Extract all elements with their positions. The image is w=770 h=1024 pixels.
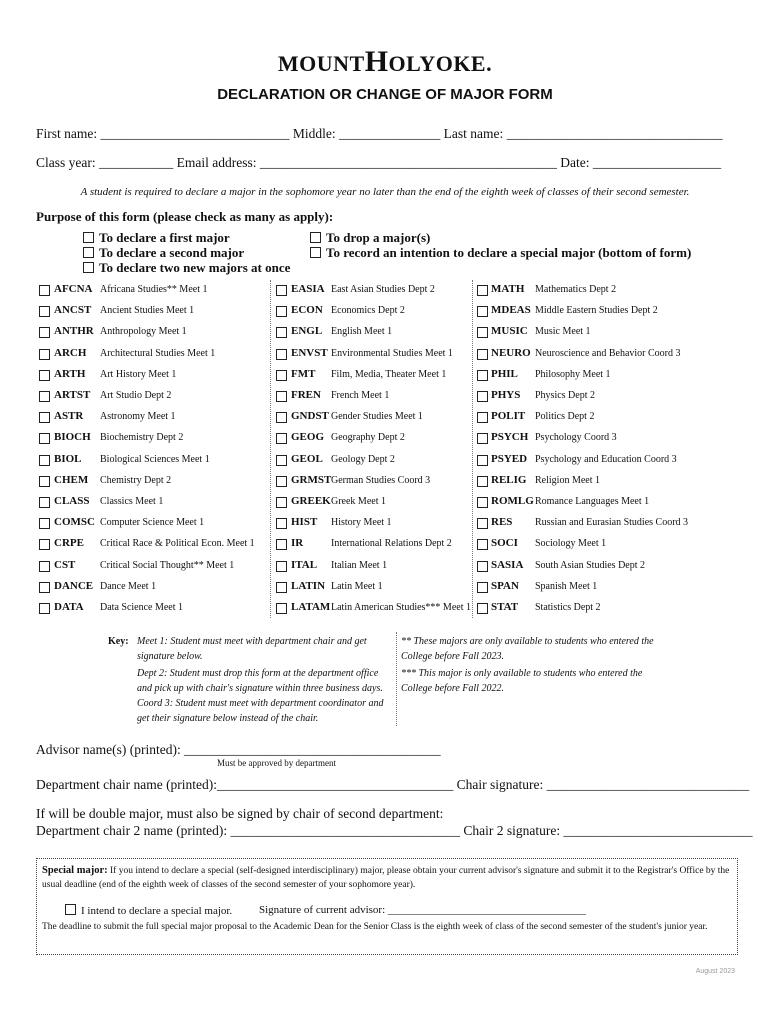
major-name: Critical Race & Political Econ. Meet 1 [100, 538, 255, 550]
major-row[interactable] [0, 346, 770, 366]
major-code: MDEAS [491, 304, 531, 317]
major-row[interactable] [0, 324, 770, 344]
major-code: GEOG [291, 431, 325, 444]
major-name: Spanish Meet 1 [535, 580, 598, 592]
key-label: Key: [108, 636, 129, 647]
major-name: Neuroscience and Behavior Coord 3 [535, 347, 681, 359]
advisor-signature-field[interactable]: Signature of current advisor: ____________________________________ [259, 904, 586, 916]
major-name: Biochemistry Dept 2 [100, 432, 184, 444]
checkbox[interactable] [477, 497, 488, 508]
major-row[interactable] [0, 558, 770, 578]
purpose-special-major[interactable]: To record an intention to declare a special major (bottom of form) [310, 245, 691, 261]
logo-text-mount: MOUNT [277, 51, 365, 76]
major-code: PSYED [491, 452, 528, 465]
purpose-drop-major[interactable]: To drop a major(s) [310, 230, 430, 246]
checkbox[interactable] [477, 349, 488, 360]
major-row[interactable] [0, 515, 770, 535]
major-name: Psychology and Education Coord 3 [535, 453, 677, 465]
name-fields[interactable]: First name: ____________________________ Middle: _______________ Last name: ________________________________ [36, 126, 723, 141]
purpose-first-major[interactable]: To declare a first major [83, 230, 230, 246]
major-code: ASTR [54, 410, 84, 423]
major-code: SOCI [491, 537, 518, 550]
major-row[interactable] [0, 600, 770, 620]
checkbox[interactable] [477, 391, 488, 402]
purpose-second-major[interactable]: To declare a second major [83, 245, 244, 261]
form-title: DECLARATION OR CHANGE OF MAJOR FORM [217, 86, 553, 103]
major-name: Art History Meet 1 [100, 368, 177, 380]
special-major-check[interactable]: I intend to declare a special major. [65, 904, 232, 917]
special-major-box [36, 858, 738, 955]
key-coord: Coord 3: Student must meet with department coordinator and get their signature below instead of the chair. [137, 698, 384, 724]
major-code: CST [54, 558, 76, 571]
major-code: ITAL [291, 558, 318, 571]
major-code: FMT [291, 367, 316, 380]
major-code: FREN [291, 389, 321, 401]
major-name: Classics Meet 1 [100, 496, 164, 507]
major-name: Architectural Studies Meet 1 [100, 347, 216, 359]
major-code: BIOL [54, 452, 82, 465]
major-name: Data Science Meet 1 [100, 602, 184, 613]
major-name: Latin Meet 1 [331, 580, 383, 592]
purpose-heading: Purpose of this form (please check as many as apply): [36, 209, 334, 224]
major-name: South Asian Studies Dept 2 [535, 559, 646, 571]
major-code: COMSC [54, 516, 95, 529]
checkbox[interactable] [477, 561, 488, 572]
major-name: Psychology Coord 3 [535, 432, 617, 444]
major-name: Italian Meet 1 [331, 559, 388, 571]
major-name: English Meet 1 [331, 326, 393, 338]
major-row[interactable] [0, 367, 770, 387]
major-name: Computer Science Meet 1 [100, 517, 205, 529]
major-code: ECON [291, 304, 323, 317]
checkbox[interactable] [83, 262, 94, 273]
major-code: SASIA [491, 558, 524, 571]
checkbox[interactable] [310, 232, 321, 243]
major-row[interactable] [0, 473, 770, 493]
checkbox[interactable] [477, 582, 488, 593]
major-name: Economics Dept 2 [331, 305, 405, 317]
major-row[interactable] [0, 303, 770, 323]
checkbox[interactable] [477, 306, 488, 317]
purpose-two-majors[interactable]: To declare two new majors at once [83, 260, 290, 276]
chair-fields[interactable]: Department chair name (printed):___________________________________ Chair signature: ______________________________ [36, 777, 750, 792]
major-name: Astronomy Meet 1 [100, 411, 176, 423]
major-name: Film, Media, Theater Meet 1 [331, 368, 447, 380]
major-name: Environmental Studies Meet 1 [331, 347, 453, 359]
major-row[interactable] [0, 452, 770, 472]
checkbox[interactable] [477, 539, 488, 550]
major-name: Russian and Eurasian Studies Coord 3 [535, 517, 689, 529]
major-code: ARTH [54, 367, 86, 380]
major-name: Middle Eastern Studies Dept 2 [535, 305, 658, 317]
key-divider [396, 632, 397, 726]
major-name: Mathematics Dept 2 [535, 284, 617, 295]
major-code: POLIT [491, 410, 526, 423]
checkbox[interactable] [477, 370, 488, 381]
major-name: Geology Dept 2 [331, 453, 395, 465]
major-code: AFCNA [54, 283, 93, 295]
major-code: MUSIC [491, 325, 528, 338]
major-name: Romance Languages Meet 1 [535, 496, 650, 507]
checkbox[interactable] [477, 412, 488, 423]
major-row[interactable] [0, 388, 770, 408]
major-code: LATAM [291, 601, 331, 613]
major-code: BIOCH [54, 431, 91, 444]
checkbox[interactable] [477, 603, 488, 614]
major-code: GNDST [291, 410, 329, 423]
major-name: Music Meet 1 [535, 326, 591, 338]
checkbox[interactable] [83, 247, 94, 258]
major-name: East Asian Studies Dept 2 [331, 284, 435, 295]
key-meet: Meet 1: Student must meet with department chair and get signature below. [137, 636, 367, 662]
major-row[interactable] [0, 536, 770, 556]
advisor-note: Must be approved by department [217, 758, 336, 768]
major-name: Gender Studies Meet 1 [331, 411, 423, 423]
major-name: Anthropology Meet 1 [100, 326, 187, 338]
major-code: STAT [491, 601, 519, 613]
major-name: Critical Social Thought** Meet 1 [100, 559, 235, 571]
major-code: MATH [491, 283, 525, 295]
major-code: ARCH [54, 346, 87, 359]
major-name: Latin American Studies*** Meet 1 [331, 602, 471, 613]
class-email-date-fields[interactable]: Class year: ___________ Email address: ____________________________________________ Date: ___________________ [36, 155, 722, 170]
major-code: EASIA [291, 283, 325, 295]
major-name: Chemistry Dept 2 [100, 474, 172, 486]
major-code: GEOL [291, 452, 323, 465]
major-row[interactable] [0, 494, 770, 514]
major-name: Greek Meet 1 [331, 496, 386, 507]
checkbox[interactable] [477, 476, 488, 487]
major-name: Politics Dept 2 [535, 411, 595, 423]
major-code: HIST [291, 516, 318, 529]
major-name: Statistics Dept 2 [535, 602, 601, 613]
major-code: LATIN [291, 579, 326, 592]
key-dept: Dept 2: Student must drop this form at the department office and pick up with chair's signature within three business days. [137, 668, 383, 694]
major-name: Ancient Studies Meet 1 [100, 305, 195, 317]
major-code: RELIG [491, 473, 527, 486]
special-major-deadline: The deadline to submit the full special major proposal to the Academic Dean for the Senior Class is the eighth week of class of the second semester of the student's junior year. [42, 922, 708, 932]
major-name: Sociology Meet 1 [535, 538, 607, 550]
major-name: Philosophy Meet 1 [535, 368, 611, 380]
logo-text-h: H [364, 45, 389, 78]
major-name: French Meet 1 [331, 390, 390, 401]
requirement-note: A student is required to declare a major in the sophomore year no later than the end of the eighth week of classes of their second semester. [80, 186, 690, 198]
major-row[interactable] [0, 430, 770, 450]
footer-date: August 2023 [695, 968, 735, 975]
checkbox[interactable] [65, 904, 76, 915]
chair2-fields[interactable]: Department chair 2 name (printed): __________________________________ Chair 2 signature: ____________________________ [36, 823, 753, 838]
mount-holyoke-logo [0, 45, 770, 79]
major-name: German Studies Coord 3 [331, 474, 431, 486]
major-code: PHYS [491, 389, 521, 401]
major-code: RES [491, 516, 513, 529]
major-row[interactable] [0, 579, 770, 599]
checkbox[interactable] [477, 433, 488, 444]
checkbox[interactable] [83, 232, 94, 243]
major-code: NEURO [491, 346, 531, 359]
major-name: History Meet 1 [331, 517, 392, 529]
checkbox[interactable] [310, 247, 321, 258]
checkbox[interactable] [477, 327, 488, 338]
major-code: CLASS [54, 495, 90, 507]
checkbox[interactable] [477, 518, 488, 529]
major-name: Dance Meet 1 [100, 580, 157, 592]
major-row[interactable] [0, 282, 770, 302]
major-code: ROMLG [491, 495, 534, 507]
special-major-text: Special major: If you intend to declare a special (self-designed interdisciplinary) major, please obtain your current advisor's signature and submit it to the Registrar's Office by the usual deadline (end of the eighth week of classes of the second semester of your sophomore year). [42, 865, 730, 890]
major-code: ENGL [291, 325, 323, 338]
major-code: ARTST [54, 389, 91, 401]
major-name: Biological Sciences Meet 1 [100, 453, 210, 465]
major-code: PSYCH [491, 431, 529, 444]
major-code: ANTHR [54, 325, 94, 338]
checkbox[interactable] [477, 285, 488, 296]
major-code: ANCST [54, 304, 92, 317]
key-note-2023: ** These majors are only available to students who entered the College before Fall 2023. [401, 636, 654, 662]
checkbox[interactable] [477, 455, 488, 466]
major-name: Africana Studies** Meet 1 [100, 284, 208, 295]
major-name: Religion Meet 1 [535, 474, 600, 486]
major-code: PHIL [491, 367, 518, 380]
major-name: Physics Dept 2 [535, 390, 595, 401]
major-name: International Relations Dept 2 [331, 538, 452, 550]
major-code: CHEM [54, 473, 89, 486]
major-name: Art Studio Dept 2 [100, 390, 172, 401]
major-code: GRMST [291, 473, 332, 486]
major-code: ENVST [291, 346, 328, 359]
major-code: IR [291, 537, 304, 550]
major-code: SPAN [491, 579, 519, 592]
logo-text-olyoke: OLYOKE. [388, 51, 493, 76]
major-row[interactable] [0, 409, 770, 429]
major-name: Geography Dept 2 [331, 432, 405, 444]
major-code: CRPE [54, 537, 84, 550]
double-major-note: If will be double major, must also be signed by chair of second department: [36, 806, 444, 821]
major-code: DANCE [54, 579, 94, 592]
major-code: DATA [54, 601, 84, 613]
advisor-name-field[interactable]: Advisor name(s) (printed): ______________________________________ [36, 742, 441, 757]
key-note-2022: *** This major is only available to students who entered the College before Fall 2022. [401, 668, 643, 694]
major-code: GREEK [291, 495, 331, 507]
